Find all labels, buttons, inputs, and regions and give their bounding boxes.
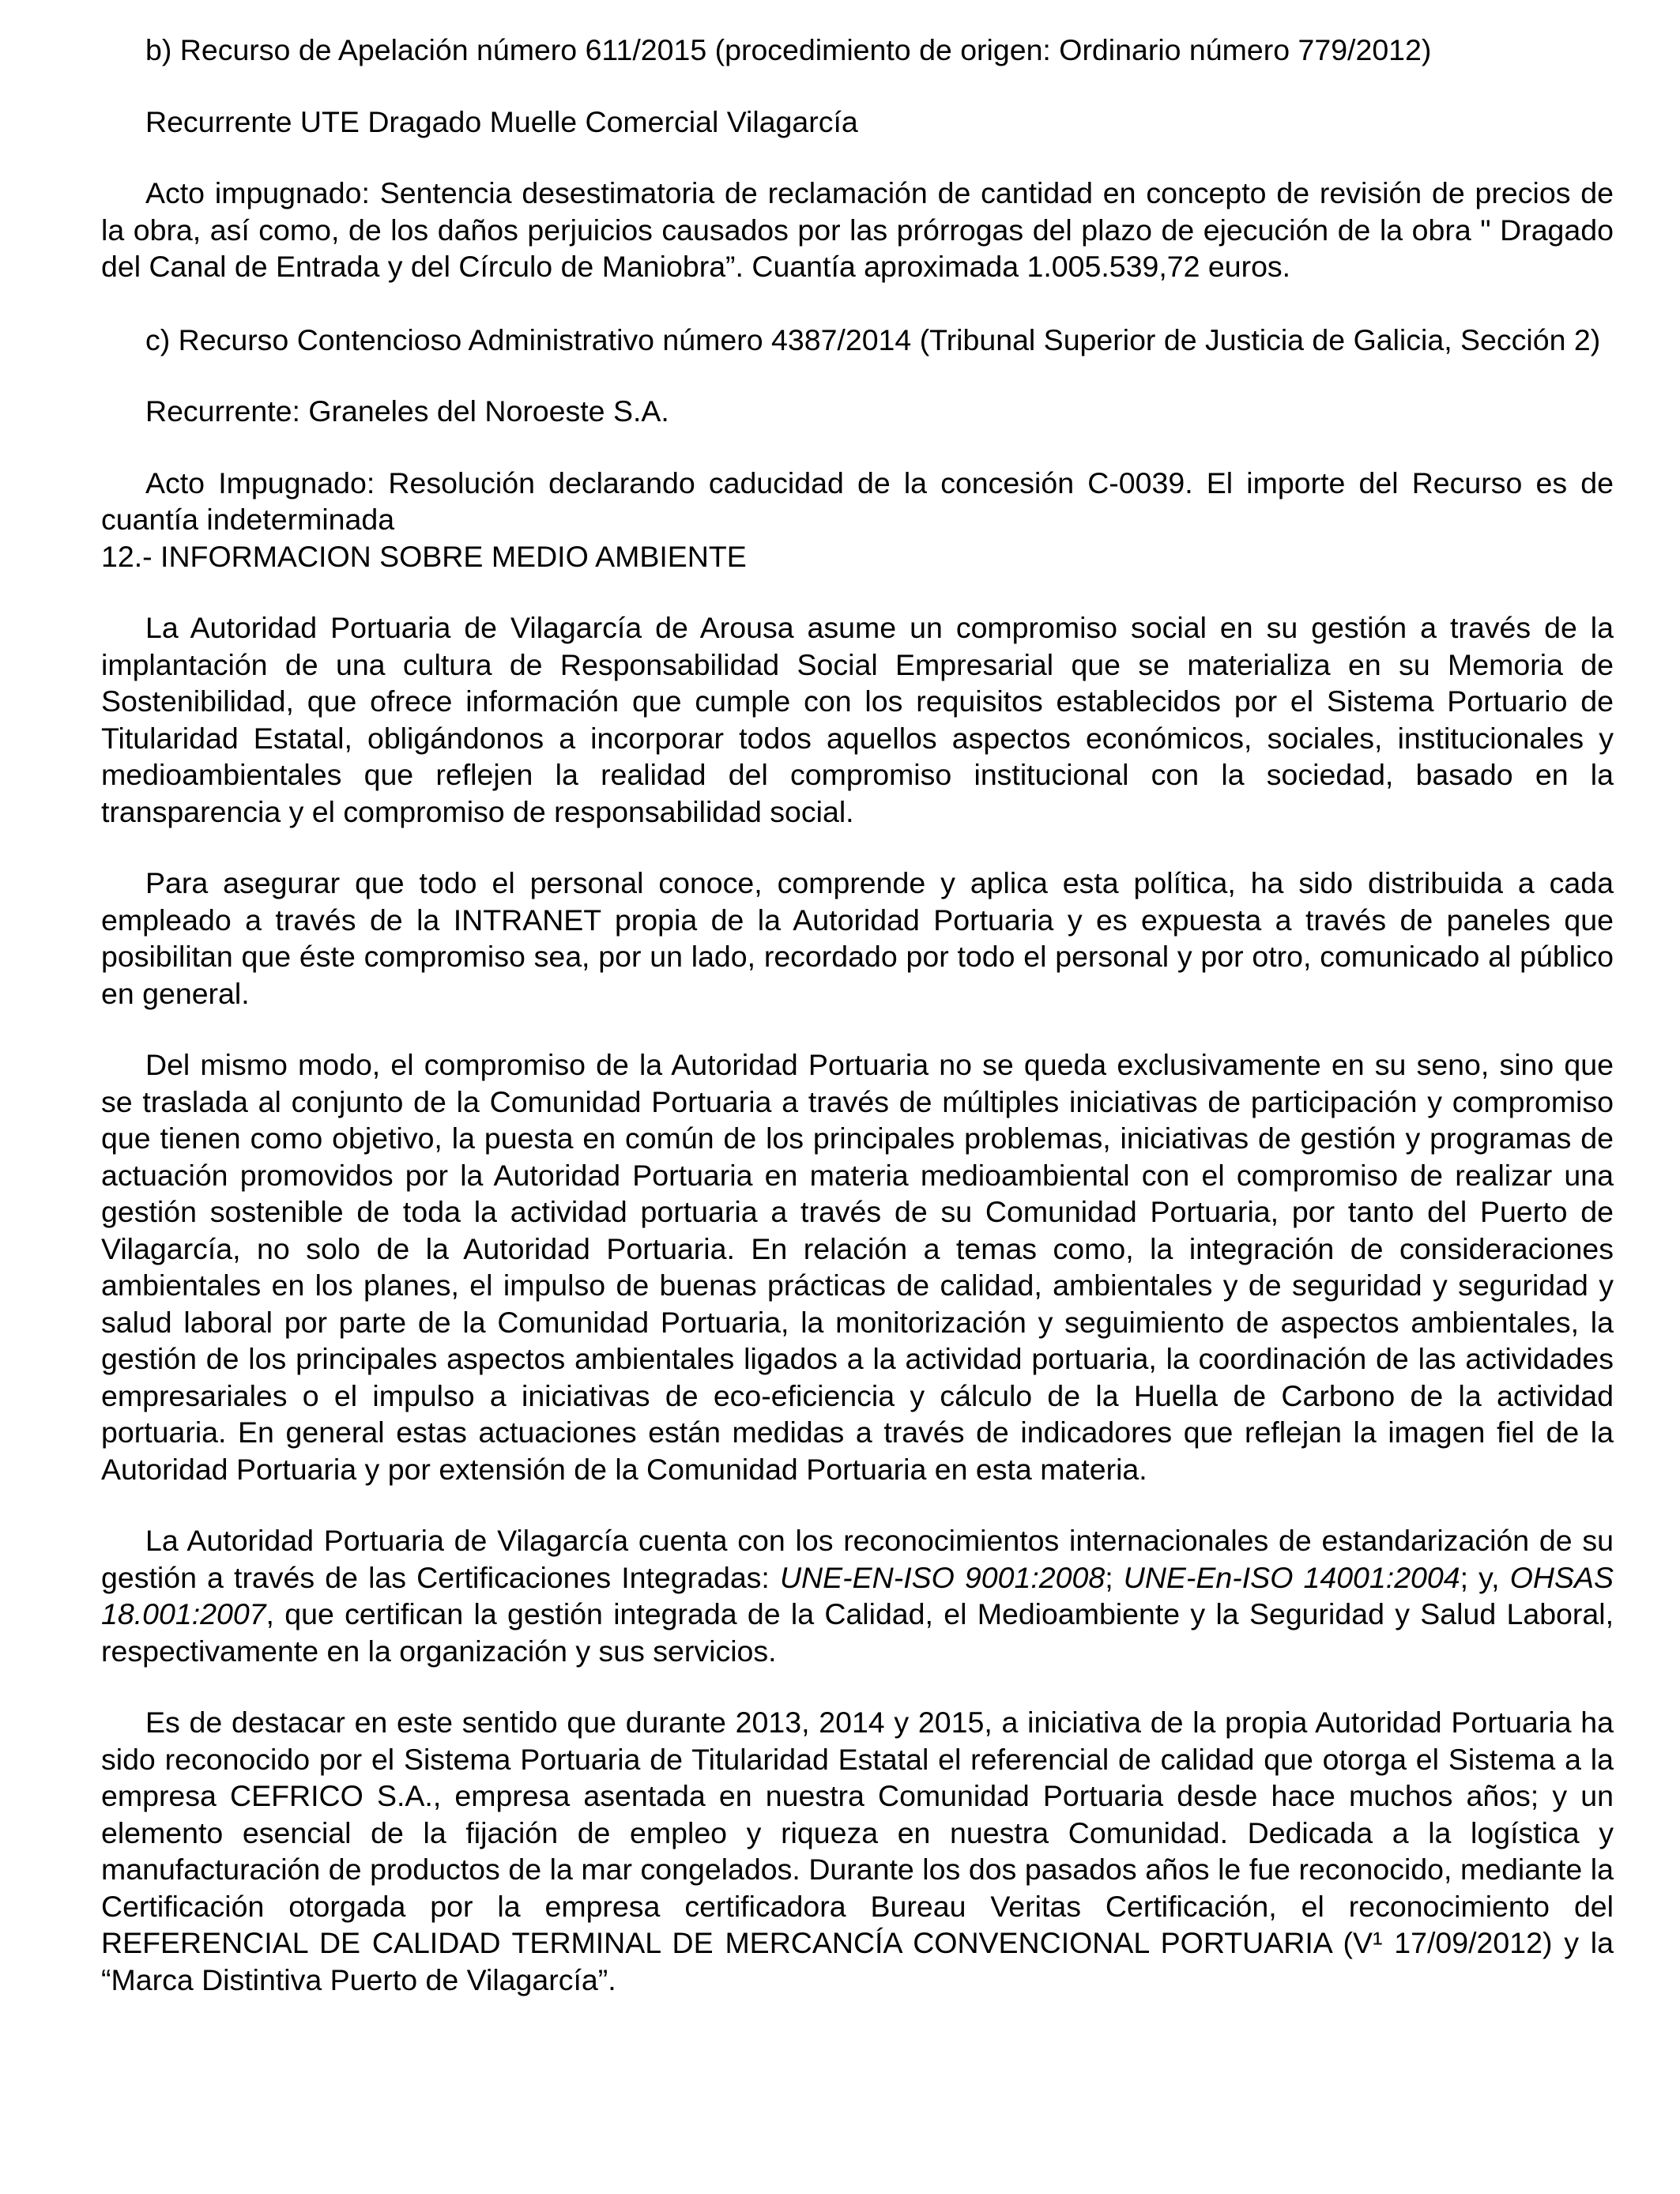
paragraph-comunidad: Del mismo modo, el compromiso de la Autoridad Portuaria no se queda exclusivamente en su seno, sino que se traslada al conjunto de la Comunidad Portuaria a través de múltiples iniciativas de participación y compromiso que tienen como objetivo, la puesta en común de los principales problemas, iniciativas de gestión y programas de actuación promovidos por la Autoridad Portuaria en materia medioambiental con el compromiso de realizar una gestión sostenible de toda la actividad portuaria a través de su Comunidad Portuaria, por tanto del Puerto de Vilagarcía, no solo de la Autoridad Portuaria. En relación a temas como, la integración de consideraciones ambientales en los planes, el impulso de buenas prácticas de calidad, ambientales y de seguridad y seguridad y salud laboral por parte de la Comunidad Portuaria, la monitorización y seguimiento de aspectos ambientales, la gestión de los principales aspectos ambientales ligados a la actividad portuaria, la coordinación de las actividades empresariales o el impulso a iniciativas de eco-eficiencia y cálculo de la Huella de Carbono de la actividad portuaria. En general estas actuaciones están medidas a través de indicadores que reflejan la imagen fiel de la Autoridad Portuaria y por extensión de la Comunidad Portuaria en esta materia. [101,1048,1614,1486]
paragraph-politica: Para asegurar que todo el personal conoce, comprende y aplica esta política, ha sido distribuida a cada empleado a través de la INTRANET propia de la Autoridad Portuaria y es expuesta a través de paneles que posibilitan que éste compromiso sea, por un lado, recordado por todo el personal y por otro, comunicado al público en general. [101,866,1614,1010]
cert-text-1: La Autoridad Portuaria de Vilagarcía cuenta con los reconocimientos internacionales de estandarización de su gestión a través de las Certificaciones Integradas: [101,1524,1614,1594]
recurso-b-title: b) Recurso de Apelación número 611/2015 (procedimiento de origen: Ordinario número 779/2012) [145,33,1432,66]
cert-iso-14001: UNE-En-ISO 14001:2004 [1123,1560,1460,1594]
paragraph-certificaciones [101,1522,1614,1669]
cert-text-2: ; [1105,1560,1124,1594]
recurso-b-recurrente: Recurrente UTE Dragado Muelle Comercial Vilagarcía [145,104,858,138]
cert-text-4: , que certifican la gestión integrada de la Calidad, el Medioambiente y la Seguridad y Salud Laboral, respectivamente en la organización y sus servicios. [101,1597,1614,1668]
paragraph-cefrico: Es de destacar en este sentido que durante 2013, 2014 y 2015, a iniciativa de la propia Autoridad Portuaria ha sido reconocido por el Sistema Portuaria de Titularidad Estatal el referencial de calidad que otorga el Sistema a la empresa CEFRICO S.A., empresa asentada en nuestra Comunidad Portuaria desde hace muchos años; y un elemento esencial de la fijación de empleo y riqueza en nuestra Comunidad. Dedicada a la logística y manufacturación de productos de la mar congelados. Durante los dos pasados años le fue reconocido, mediante la Certificación otorgada por la empresa certificadora Bureau Veritas Certificación, el reconocimiento del REFERENCIAL DE CALIDAD TERMINAL DE MERCANCÍA CONVENCIONAL PORTUARIA (V¹ 17/09/2012) y la “Marca Distintiva Puerto de Vilagarcía”. [101,1706,1614,1996]
recurso-c-title: c) Recurso Contencioso Administrativo número 4387/2014 (Tribunal Superior de Justicia de Galicia, Sección 2) [145,322,1601,356]
recurso-c-recurrente: Recurrente: Graneles del Noroeste S.A. [145,394,669,428]
recurso-b-acto: Acto impugnado: Sentencia desestimatoria de reclamación de cantidad en concepto de revisión de precios de la obra, así como, de los daños perjuicios causados por las prórrogas del plazo de ejecución de la obra " Dragado del Canal de Entrada y del Círculo de Maniobra”. Cuantía aproximada 1.005.539,72 euros. [101,176,1614,283]
section-heading: 12.- INFORMACION SOBRE MEDIO AMBIENTE [101,539,747,573]
cert-text-3: ; y, [1460,1560,1510,1594]
cert-ohsas: OHSAS 18.001:2007 [101,1560,1614,1630]
recurso-c-acto: Acto Impugnado: Resolución declarando caducidad de la concesión C-0039. El importe del Recurso es de cuantía indeterminada [101,466,1614,536]
cert-iso-9001: UNE-EN-ISO 9001:2008 [779,1560,1106,1594]
paragraph-compromiso: La Autoridad Portuaria de Vilagarcía de Arousa asume un compromiso social en su gestión a través de la implantación de una cultura de Responsabilidad Social Empresarial que se materializa en su Memoria de Sostenibilidad, que ofrece información que cumple con los requisitos establecidos por el Sistema Portuario de Titularidad Estatal, obligándonos a incorporar todos aquellos aspectos económicos, sociales, institucionales y medioambientales que reflejen la realidad del compromiso institucional con la sociedad, basado en la transparencia y el compromiso de responsabilidad social. [101,611,1614,828]
